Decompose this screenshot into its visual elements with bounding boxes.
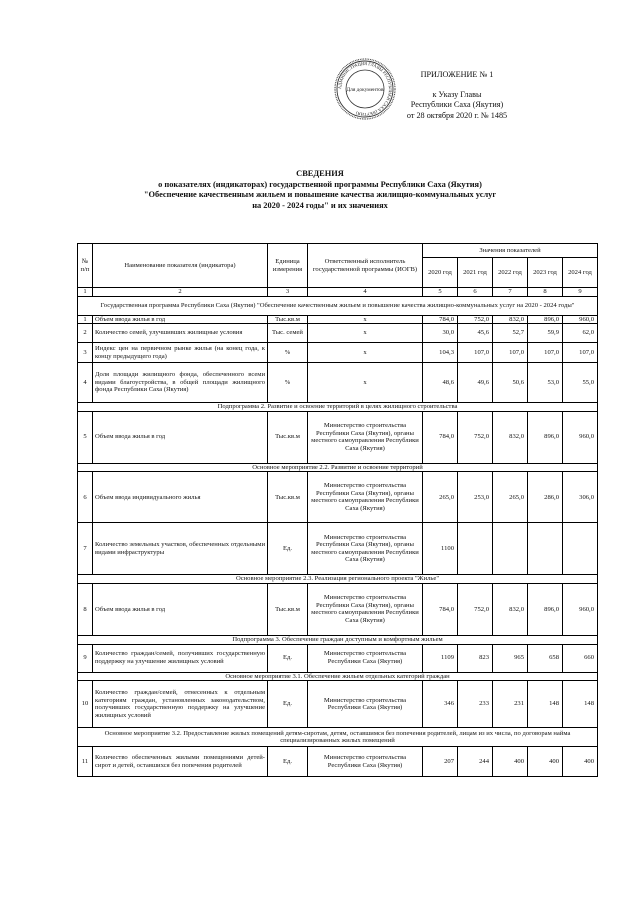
row-name: Количество земельных участков, обеспеченных отдельными видами инфраструктуры	[93, 523, 268, 575]
row-value-2020: 265,0	[423, 472, 458, 523]
header-executor: Ответственный исполнитель государственной программы (ИОГВ)	[308, 244, 423, 288]
row-value-2023: 658	[528, 644, 563, 672]
row-value-2020: 1109	[423, 644, 458, 672]
row-value-2023	[528, 523, 563, 575]
heading-line-2: о показателях (индикаторах) государственной программы Республики Саха (Якутия)	[158, 179, 482, 189]
row-name: Индекс цен на первичном рынке жилья (на конец года, к концу предыдущего года)	[93, 343, 268, 363]
section-row	[78, 575, 598, 584]
row-name: Объем ввода жилья в год	[93, 583, 268, 635]
document-heading	[92, 169, 548, 211]
row-name: Количество граждан/семей, получивших государственную поддержку на улучшение жилищных условий	[93, 644, 268, 672]
row-executor: Министерство строительства Республики Саха (Якутия)	[308, 681, 423, 728]
row-value-2024: 960,0	[563, 583, 598, 635]
appendix-title: ПРИЛОЖЕНИЕ № 1	[420, 70, 494, 79]
section-row	[78, 635, 598, 644]
header-year: 2022 год	[493, 258, 528, 288]
row-executor: Министерство строительства Республики Саха (Якутия), органы местного самоуправления Республики Саха (Якутия)	[308, 523, 423, 575]
column-number: 1	[78, 288, 93, 297]
row-value-2024: 55,0	[563, 363, 598, 403]
section-activity-3-2: Основное мероприятие 3.2. Предоставление жилых помещений детям-сиротам, детям, оставшимся без попечения родителей, лицам из их числа, по договорам найма специализированных жилых помещений	[78, 728, 598, 747]
row-value-2024: 400	[563, 747, 598, 777]
column-number: 4	[308, 288, 423, 297]
row-value-2022: 832,0	[493, 411, 528, 463]
row-unit: Ед.	[268, 747, 308, 777]
table-header-row	[78, 244, 598, 258]
appendix-line-2: Республики Саха (Якутия)	[410, 100, 504, 110]
row-name: Объем ввода индивидуального жилья	[93, 472, 268, 523]
row-value-2024: 660	[563, 644, 598, 672]
table-row	[78, 472, 598, 523]
row-value-2023: 896,0	[528, 411, 563, 463]
row-unit: Тыс.кв.м	[268, 315, 308, 324]
row-unit: Тыс.кв.м	[268, 583, 308, 635]
row-unit: Ед.	[268, 644, 308, 672]
row-value-2024: 148	[563, 681, 598, 728]
row-value-2024: 960,0	[563, 411, 598, 463]
row-value-2023: 53,0	[528, 363, 563, 403]
header-name: Наименование показателя (индикатора)	[93, 244, 268, 288]
row-value-2021: 233	[458, 681, 493, 728]
row-value-2023: 896,0	[528, 315, 563, 324]
row-value-2024: 306,0	[563, 472, 598, 523]
row-value-2020: 30,0	[423, 324, 458, 343]
row-value-2022: 52,7	[493, 324, 528, 343]
row-value-2024: 960,0	[563, 315, 598, 324]
table-row	[78, 644, 598, 672]
row-num: 9	[78, 644, 93, 672]
row-value-2023: 896,0	[528, 583, 563, 635]
row-value-2020: 104,3	[423, 343, 458, 363]
row-value-2022: 832,0	[493, 583, 528, 635]
seal-ring-text: АДМИНИСТРАЦИЯ ГЛАВЫ РЕСПУБЛИКИ САХА (ЯКУТИЯ)	[336, 60, 394, 118]
section-row	[78, 672, 598, 681]
row-value-2023: 286,0	[528, 472, 563, 523]
row-executor: х	[308, 343, 423, 363]
section-activity-2-2: Основное мероприятие 2.2. Развитие и освоение территорий	[78, 463, 598, 472]
header-year: 2024 год	[563, 258, 598, 288]
table-row	[78, 411, 598, 463]
row-value-2021: 49,6	[458, 363, 493, 403]
row-name: Объем ввода жилья в год	[93, 315, 268, 324]
row-value-2022: 265,0	[493, 472, 528, 523]
row-value-2021: 823	[458, 644, 493, 672]
row-value-2022	[493, 523, 528, 575]
section-row	[78, 728, 598, 747]
table-row	[78, 747, 598, 777]
row-num: 8	[78, 583, 93, 635]
section-activity-3-1: Основное мероприятие 3.1. Обеспечение жильем отдельных категорий граждан	[78, 672, 598, 681]
section-row	[78, 403, 598, 412]
row-executor: х	[308, 363, 423, 403]
row-value-2022: 107,0	[493, 343, 528, 363]
section-subprogram-3: Подпрограмма 3. Обеспечение граждан доступным и комфортным жильем	[78, 635, 598, 644]
heading-line-1: СВЕДЕНИЯ	[296, 169, 344, 178]
indicators-table	[77, 243, 598, 777]
row-unit: %	[268, 363, 308, 403]
row-value-2021: 752,0	[458, 583, 493, 635]
appendix-line-3: от 28 октября 2020 г. № 1485	[406, 110, 508, 120]
row-value-2022: 400	[493, 747, 528, 777]
row-unit: Тыс. семей	[268, 324, 308, 343]
table-row	[78, 343, 598, 363]
row-num: 4	[78, 363, 93, 403]
row-num: 5	[78, 411, 93, 463]
row-value-2021	[458, 523, 493, 575]
row-unit: %	[268, 343, 308, 363]
row-num: 2	[78, 324, 93, 343]
row-value-2021: 253,0	[458, 472, 493, 523]
row-executor: Министерство строительства Республики Саха (Якутия)	[308, 644, 423, 672]
row-num: 7	[78, 523, 93, 575]
section-activity-2-3: Основное мероприятие 2.3. Реализация регионального проекта "Жилье"	[78, 575, 598, 584]
row-value-2021: 244	[458, 747, 493, 777]
row-name: Количество семей, улучшивших жилищные условия	[93, 324, 268, 343]
header-unit: Единица измерения	[268, 244, 308, 288]
column-number: 3	[268, 288, 308, 297]
row-num: 1	[78, 315, 93, 324]
row-value-2021: 752,0	[458, 315, 493, 324]
table-row	[78, 363, 598, 403]
section-program: Государственная программа Республики Саха (Якутия) "Обеспечение качественным жильем и повышение качества жилищно-коммунальных услуг на 2020 - 2024 годы"	[78, 296, 598, 315]
header-year: 2020 год	[423, 258, 458, 288]
header-year: 2021 год	[458, 258, 493, 288]
row-num: 3	[78, 343, 93, 363]
row-unit: Тыс.кв.м	[268, 472, 308, 523]
row-value-2024: 107,0	[563, 343, 598, 363]
row-executor: х	[308, 324, 423, 343]
row-value-2020: 48,6	[423, 363, 458, 403]
column-number: 6	[458, 288, 493, 297]
header-year: 2023 год	[528, 258, 563, 288]
row-value-2021: 45,6	[458, 324, 493, 343]
row-value-2020: 784,0	[423, 315, 458, 324]
row-executor: Министерство строительства Республики Саха (Якутия), органы местного самоуправления Республики Саха (Якутия)	[308, 472, 423, 523]
row-executor: х	[308, 315, 423, 324]
row-value-2024	[563, 523, 598, 575]
row-value-2023: 148	[528, 681, 563, 728]
row-num: 10	[78, 681, 93, 728]
section-row	[78, 463, 598, 472]
row-value-2023: 59,9	[528, 324, 563, 343]
row-unit: Ед.	[268, 523, 308, 575]
row-value-2020: 346	[423, 681, 458, 728]
table-row	[78, 324, 598, 343]
row-value-2020: 784,0	[423, 583, 458, 635]
row-value-2022: 832,0	[493, 315, 528, 324]
heading-line-4: на 2020 - 2024 годы" и их значениях	[252, 200, 388, 210]
row-unit: Ед.	[268, 681, 308, 728]
row-value-2020: 784,0	[423, 411, 458, 463]
header-values: Значения показателей	[423, 244, 598, 258]
row-num: 11	[78, 747, 93, 777]
table-row	[78, 523, 598, 575]
row-value-2021: 752,0	[458, 411, 493, 463]
appendix-line-1: к Указу Главы	[432, 90, 482, 100]
heading-line-3: "Обеспечение качественным жильем и повышение качества жилищно-коммунальных услуг	[143, 190, 497, 200]
row-value-2022: 965	[493, 644, 528, 672]
row-value-2020: 1100	[423, 523, 458, 575]
row-value-2024: 62,0	[563, 324, 598, 343]
section-subprogram-2: Подпрограмма 2. Развитие и освоение территорий в целях жилищного строительства	[78, 403, 598, 412]
table-row	[78, 583, 598, 635]
row-value-2022: 231	[493, 681, 528, 728]
seal-center-text: Для документов	[346, 87, 384, 93]
row-executor: Министерство строительства Республики Саха (Якутия)	[308, 747, 423, 777]
table-row	[78, 315, 598, 324]
row-executor: Министерство строительства Республики Саха (Якутия), органы местного самоуправления Республики Саха (Якутия)	[308, 583, 423, 635]
row-value-2022: 50,6	[493, 363, 528, 403]
column-number: 8	[528, 288, 563, 297]
row-value-2023: 400	[528, 747, 563, 777]
column-number: 5	[423, 288, 458, 297]
row-name: Количество граждан/семей, отнесенных к отдельным категориям граждан, установленных законодательством, получивших государственную поддержку на улучшение жилищных условий	[93, 681, 268, 728]
row-unit: Тыс.кв.м	[268, 411, 308, 463]
column-number: 2	[93, 288, 268, 297]
header-num: № п/п	[78, 244, 93, 288]
row-name: Количество обеспеченных жилыми помещениями детей-сирот и детей, оставшихся без попечения родителей	[93, 747, 268, 777]
row-num: 6	[78, 472, 93, 523]
column-numbers-row	[78, 288, 598, 297]
row-name: Доля площади жилищного фонда, обеспеченного всеми видами благоустройства, в общей площади жилищного фонда Республики Саха (Якутия)	[93, 363, 268, 403]
row-value-2021: 107,0	[458, 343, 493, 363]
row-value-2020: 207	[423, 747, 458, 777]
column-number: 7	[493, 288, 528, 297]
row-name: Объем ввода жилья в год	[93, 411, 268, 463]
appendix-block	[382, 70, 532, 121]
row-value-2023: 107,0	[528, 343, 563, 363]
table-row	[78, 681, 598, 728]
section-row	[78, 296, 598, 315]
row-executor: Министерство строительства Республики Саха (Якутия), органы местного самоуправления Республики Саха (Якутия)	[308, 411, 423, 463]
column-number: 9	[563, 288, 598, 297]
